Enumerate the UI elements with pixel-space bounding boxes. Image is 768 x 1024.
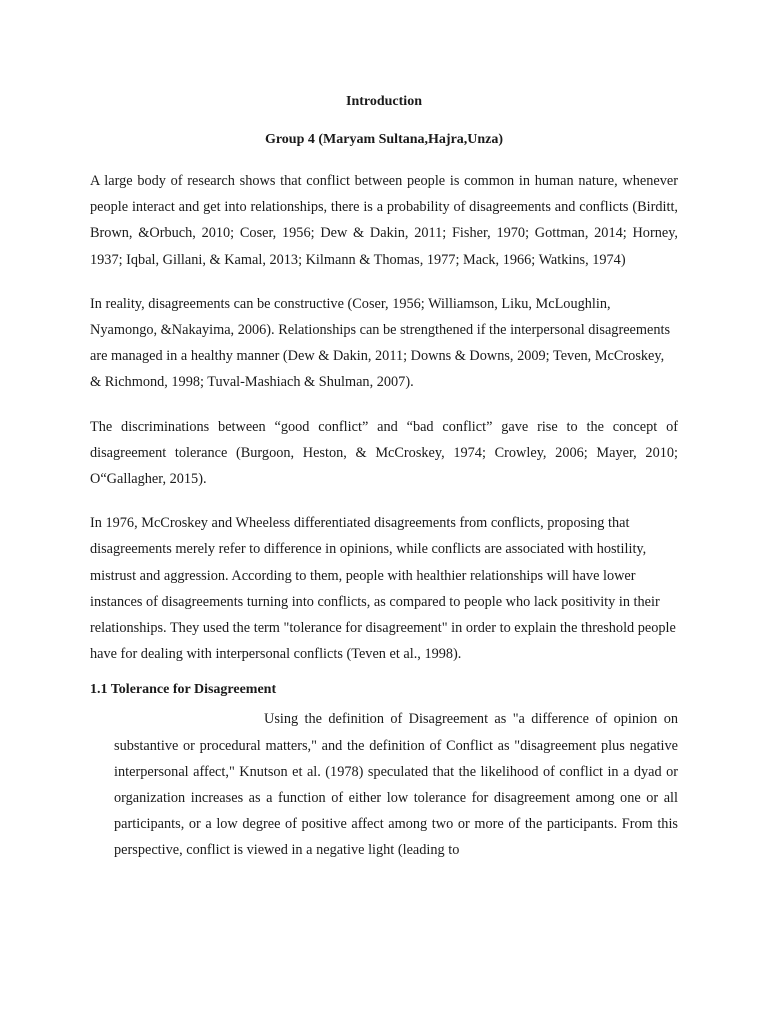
paragraph-2: In reality, disagreements can be constructive (Coser, 1956; Williamson, Liku, McLoughlin, Nyamongo, &Nakayima, 2006). Relationships can be strengthened if the interpersonal disagreements are managed in a healthy manner (Dew & Dakin, 2011; Downs & Downs, 2009; Teven, McCroskey, & Richmond, 1998; Tuval-Mashiach & Shulman, 2007). — [90, 295, 671, 391]
section-paragraph: Using the definition of Disagreement as "a difference of opinion on substantive or procedural matters," and the definition of Conflict as "disagreement plus negative interpersonal affect," Knutson et al. (1978) speculated that the likelihood of conflict in a dyad or organization increases as a function of either low tolerance for disagreement among one or all participants, or a low degree of positive affect among two or more of the participants. From this perspective, conflict is viewed in a negative light (leading to — [114, 711, 678, 859]
paragraph-4: In 1976, McCroskey and Wheeless differentiated disagreements from conflicts, proposing that disagreements merely refer to difference in opinions, while conflicts are associated with hostility, mistrust and aggression. According to them, people with healthier relationships will have lower instances of disagreements turning into conflicts, as compared to people who lack positivity in their relationships. They used the term "tolerance for disagreement" in order to explain the threshold people have for dealing with interpersonal conflicts (Teven et al., 1998). — [90, 515, 676, 663]
section-heading: 1.1 Tolerance for Disagreement — [90, 682, 277, 698]
paragraph-3: The discriminations between “good conflict” and “bad conflict” gave rise to the concept of disagreement tolerance (Burgoon, Heston, & McCroskey, 1974; Crowley, 2006; Mayer, 2010; O“Gallagher, 2015). — [90, 418, 678, 488]
document-page — [90, 92, 678, 878]
document-title: Introduction — [346, 94, 422, 109]
paragraph-1: A large body of research shows that conflict between people is common in human nature, whenever people interact and get into relationships, there is a probability of disagreements and conflicts (Birditt, Brown, &Orbuch, 2010; Coser, 1956; Dew & Dakin, 2011; Fisher, 1970; Gottman, 2014; Horney, 1937; Iqbal, Gillani, & Kamal, 2013; Kilmann & Thomas, 1977; Mack, 1966; Watkins, 1974) — [90, 173, 678, 268]
document-authors: Group 4 (Maryam Sultana,Hajra,Unza) — [264, 132, 504, 147]
